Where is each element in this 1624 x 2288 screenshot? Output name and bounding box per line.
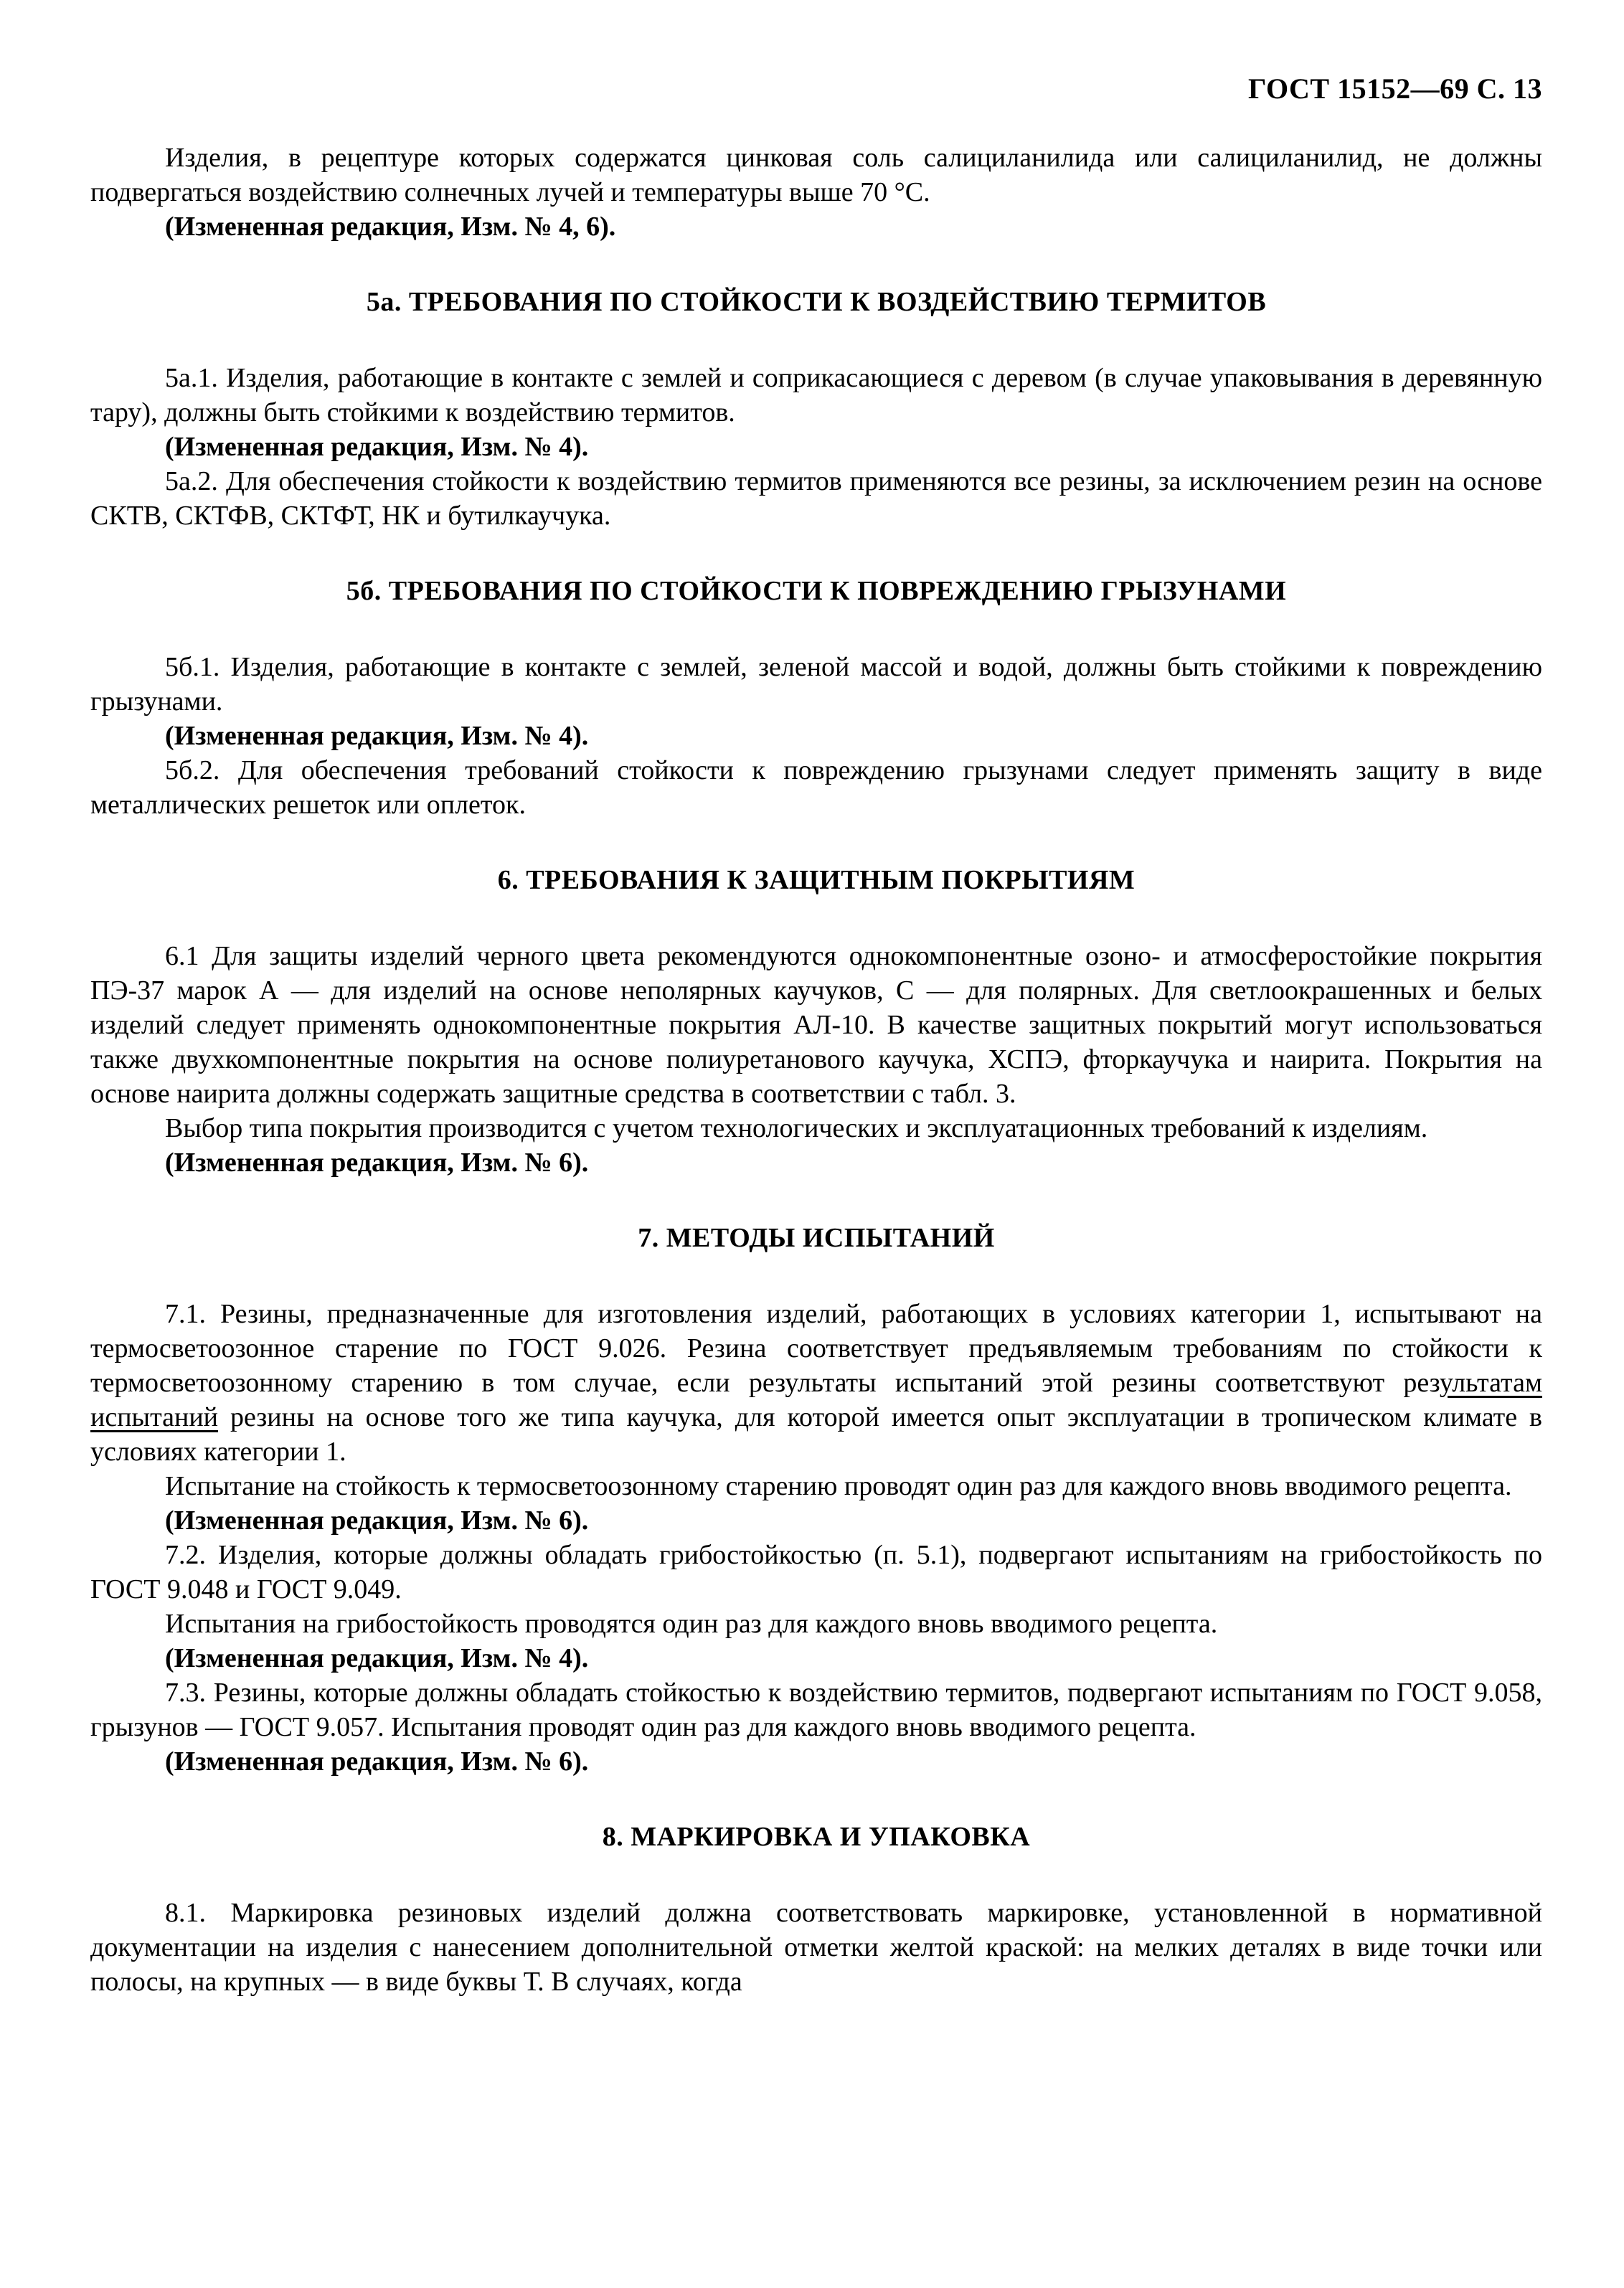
paragraph-intro: Изделия, в рецептуре которых содержатся цинковая соль салициланилида или салициланилид, не должны подвергаться воздействию солнечных лучей и температуры выше 70 °С. xyxy=(90,143,1542,207)
section-5a xyxy=(90,285,1542,533)
revision-note-5b: (Измененная редакция, Изм. № 4). xyxy=(165,721,589,751)
paragraph-7-1a: Испытание на стойкость к термосветоозонному старению проводят один раз для каждого вновь вводимого рецепта. xyxy=(165,1471,1512,1501)
paragraph-5b-1: 5б.1. Изделия, работающие в контакте с землей, зеленой массой и водой, должны быть стойкими к повреждению грызунами. xyxy=(90,652,1542,717)
paragraph-6-1: 6.1 Для защиты изделий черного цвета рекомендуются однокомпонентные озоно- и атмосферостойкие покрытия ПЭ-37 марок А — для изделий на основе неполярных каучуков, С — для полярных. Для светлоокрашенных и белых изделий следует применять однокомпонентные покрытия АЛ-10. В качестве защитных покрытий могут использоваться также двухкомпонентные покрытия на основе полиуретанового каучука, ХСПЭ, фторкаучука и наирита. Покрытия на основе наирита должны содержать защитные средства в соответствии с табл. 3. xyxy=(90,941,1542,1109)
paragraph-8-1: 8.1. Маркировка резиновых изделий должна соответствовать маркировке, установленной в нормативной документации на изделия с нанесением дополнительной отметки желтой краской: на мелких деталях в виде точки или полосы, на крупных — в виде буквы Т. В случаях, когда xyxy=(90,1898,1542,1997)
paragraph-5a-2: 5а.2. Для обеспечения стойкости к воздействию термитов применяются все резины, за исключением резин на основе СКТВ, СКТФВ, СКТФТ, НК и бутилкаучука. xyxy=(90,466,1542,531)
paragraph-7-1-text-end: резины на основе того же типа каучука, для которой имеется опыт эксплуатации в тропическом климате в условиях категории 1. xyxy=(90,1402,1542,1467)
section-heading-8: 8. МАРКИРОВКА И УПАКОВКА xyxy=(602,1822,1031,1852)
paragraph-7-2: 7.2. Изделия, которые должны обладать грибостойкостью (п. 5.1), подвергают испытаниям на грибостойкость по ГОСТ 9.048 и ГОСТ 9.049. xyxy=(90,1540,1542,1604)
page-header: ГОСТ 15152—69 С. 13 xyxy=(1247,72,1542,105)
revision-note-7-2: (Измененная редакция, Изм. № 4). xyxy=(165,1643,589,1673)
paragraph-7-3: 7.3. Резины, которые должны обладать стойкостью к воздействию термитов, подвергают испытаниям по ГОСТ 9.058, грызунов — ГОСТ 9.057. Испытания проводят один раз для каждого вновь вводимого рецепта. xyxy=(90,1678,1542,1742)
revision-note-7-1: (Измененная редакция, Изм. № 6). xyxy=(165,1505,589,1536)
section-intro xyxy=(90,141,1542,244)
paragraph-5b-2: 5б.2. Для обеспечения требований стойкости к повреждению грызунами следует применять защиту в виде металлических решеток или оплеток. xyxy=(90,755,1542,820)
section-heading-7: 7. МЕТОДЫ ИСПЫТАНИЙ xyxy=(638,1223,995,1253)
section-heading-5a: 5а. ТРЕБОВАНИЯ ПО СТОЙКОСТИ К ВОЗДЕЙСТВИЮ ТЕРМИТОВ xyxy=(366,287,1267,317)
revision-note-intro: (Измененная редакция, Изм. № 4, 6). xyxy=(165,212,616,242)
section-heading-6: 6. ТРЕБОВАНИЯ К ЗАЩИТНЫМ ПОКРЫТИЯМ xyxy=(497,865,1136,895)
section-5b xyxy=(90,574,1542,822)
paragraph-7-1-underlined-text: ультатам испытаний xyxy=(90,1368,1542,1432)
paragraph-6-2: Выбор типа покрытия производится с учетом технологических и эксплуатационных требований к изделиям. xyxy=(165,1113,1428,1143)
paragraph-5a-1: 5а.1. Изделия, работающие в контакте с землей и соприкасающиеся с деревом (в случае упаковывания в деревянную тару), должны быть стойкими к воздействию термитов. xyxy=(90,363,1542,427)
paragraph-7-1 xyxy=(90,1297,1542,1469)
section-8 xyxy=(90,1820,1542,1999)
section-6 xyxy=(90,863,1542,1180)
section-7 xyxy=(90,1221,1542,1779)
revision-note-7-3: (Измененная редакция, Изм. № 6). xyxy=(165,1746,589,1777)
revision-note-5a: (Измененная редакция, Изм. № 4). xyxy=(165,432,589,462)
revision-note-6: (Измененная редакция, Изм. № 6). xyxy=(165,1148,589,1178)
section-heading-5b: 5б. ТРЕБОВАНИЯ ПО СТОЙКОСТИ К ПОВРЕЖДЕНИЮ ГРЫЗУНАМИ xyxy=(346,576,1287,606)
paragraph-7-2a: Испытания на грибостойкость проводятся один раз для каждого вновь вводимого рецепта. xyxy=(165,1609,1218,1639)
paragraph-7-1-text-start: 7.1. Резины, предназначенные для изготовления изделий, работающих в условиях категории 1, испытывают на термосветоозонное старение по ГОСТ 9.026. Резина соответствует предъявляемым требованиям по стойкости к термосветоозонному старению в том случае, если результаты испытаний этой резины соответствуют рез xyxy=(90,1299,1542,1398)
